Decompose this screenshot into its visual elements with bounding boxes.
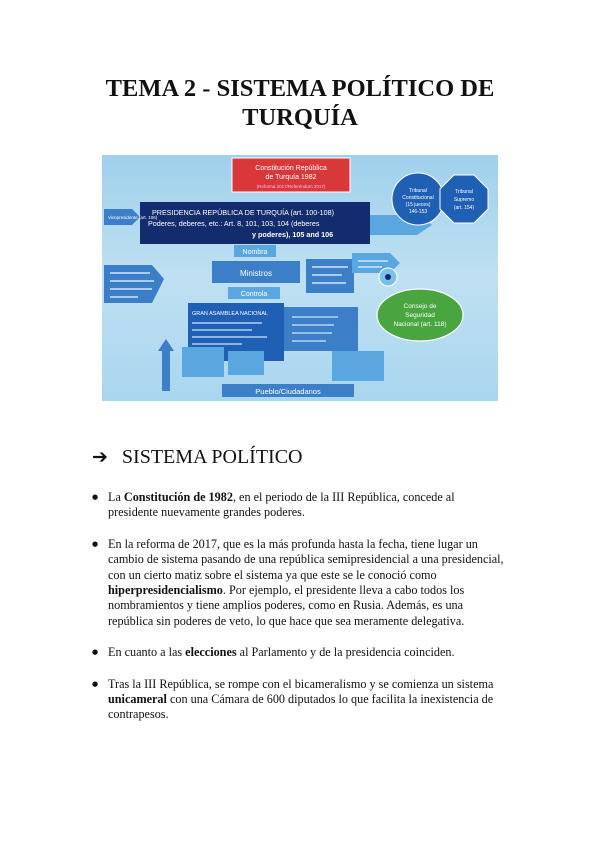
- court-label-3: (art. 154): [453, 205, 475, 211]
- court-label-1: Tribunal: [455, 189, 473, 195]
- security-label-2: Seguridad: [405, 312, 435, 319]
- presidency-detail-1: Poderes, deberes, etc.: Art. 8, 101, 103, 104 (deberes: [148, 219, 320, 228]
- page-title: TEMA 2 - SISTEMA POLÍTICO DE TURQUÍA: [105, 75, 495, 131]
- political-system-diagram: [102, 155, 498, 401]
- tribunal-label-4: 146-153: [408, 209, 428, 215]
- tribunal-label-2: Constitucional: [402, 195, 434, 201]
- constitution-sublabel: (Reforma 2017/Referéndum 2017): [256, 184, 326, 189]
- section-heading: ➔ SISTEMA POLÍTICO: [92, 446, 303, 468]
- list-item: ● En cuanto a las elecciones al Parlamento y de la presidencia coinciden.: [92, 645, 504, 660]
- constitution-label-2: de Turquía 1982: [265, 174, 317, 181]
- list-item: ● En la reforma de 2017, que es la más profunda hasta la fecha, tiene lugar un cambio de sistema pasando de una república semipresidencial a una presidencial, con un cierto matiz sobre el sistema ya que este se le conoció como hiperpresidencialismo. Por ejemplo, el presidente lleva a cabo todos los nombramientos y tiene amplios poderes, como en Rusia. Además, es una república sin poderes de veto, lo que hace que sea meramente delegativa.: [92, 537, 504, 629]
- presidency-label: PRESIDENCIA REPÚBLICA DE TURQUÍA (art. 100-108): [152, 208, 335, 217]
- diagram-graphic: [102, 155, 498, 401]
- assembly-label: GRAN ASAMBLEA NACIONAL: [192, 311, 269, 317]
- vertical-arrow: [158, 339, 174, 391]
- security-label-1: Consejo de: [403, 303, 437, 310]
- list-item: ● La Constitución de 1982, en el periodo de la III República, concede al presidente nuevamente grandes poderes.: [92, 490, 504, 521]
- list-item: ● Tras la III República, se rompe con el bicameralismo y se comienza un sistema unicameral con una Cámara de 600 diputados lo que facilita la inexistencia de contrapesos.: [92, 677, 504, 723]
- nombra-label: Nombra: [242, 249, 268, 256]
- presidency-detail-2: y poderes), 105 and 106: [252, 230, 334, 239]
- right-arrow-icon: ➔: [92, 446, 108, 468]
- constitution-label: Constitución República: [255, 165, 327, 172]
- ministros-label: Ministros: [239, 269, 273, 278]
- security-label-3: Nacional (art. 118): [393, 321, 447, 328]
- court-label-2: Supremo: [453, 197, 475, 203]
- controla-label: Controla: [240, 291, 268, 298]
- people-label: Pueblo/Ciudadanos: [255, 387, 321, 396]
- tribunal-label-3: (15 jueces): [405, 202, 431, 208]
- tribunal-label-1: Tribunal: [409, 188, 427, 194]
- vicepresident-label: Vicepresidente (art. 106): [108, 215, 158, 220]
- bullet-list: [92, 490, 504, 739]
